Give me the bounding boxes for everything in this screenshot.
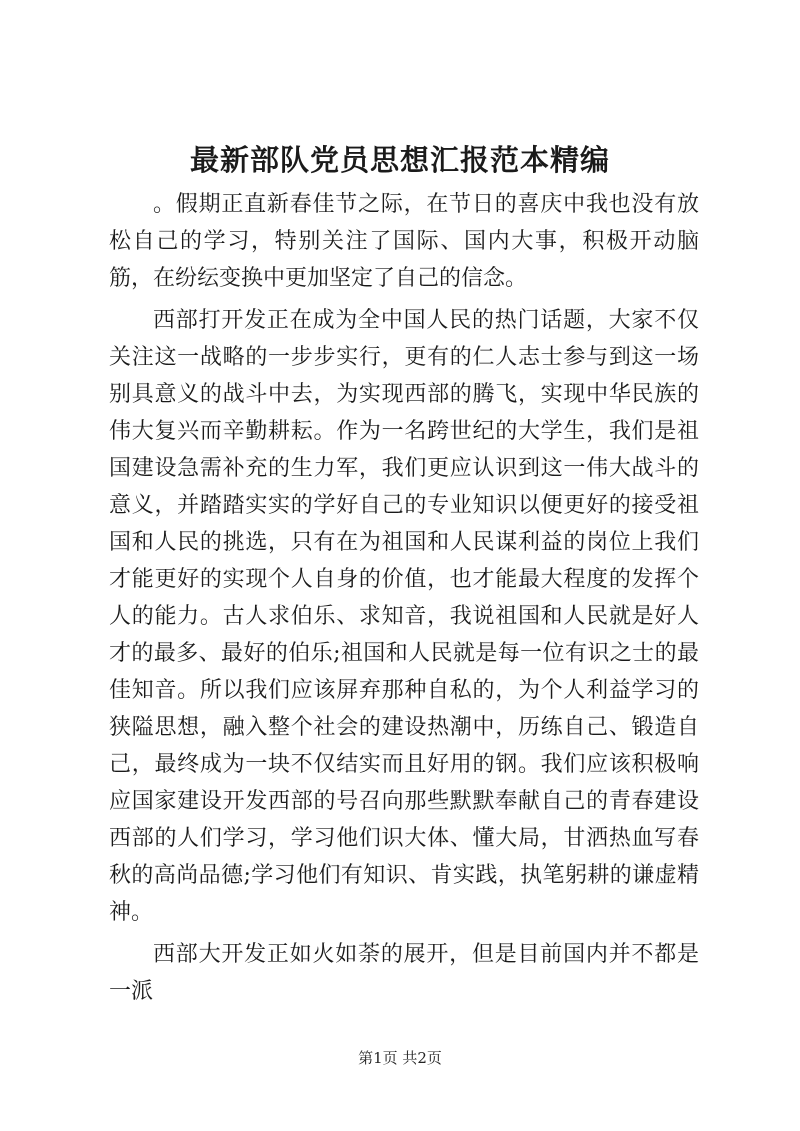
document-title: 最新部队党员思想汇报范本精编 (189, 143, 610, 177)
paragraph-1: 。假期正直新春佳节之际，在节日的喜庆中我也没有放松自己的学习，特别关注了国际、国内大事，积极开动脑筋，在纷纭变换中更加坚定了自己的信念。 (109, 192, 699, 291)
page-number-footer: 第1页 共2页 (358, 1049, 442, 1067)
paragraph-2: 西部打开发正在成为全中国人民的热门话题，大家不仅关注这一战略的一步步实行，更有的仁人志士参与到这一场别具意义的战斗中去，为实现西部的腾飞，实现中华民族的伟大复兴而辛勤耕耘。作为一名跨世纪的大学生，我们是祖国建设急需补充的生力军，我们更应认识到这一伟大战斗的意义，并踏踏实实的学好自己的专业知识以便更好的接受祖国和人民的挑选，只有在为祖国和人民谋利益的岗位上我们才能更好的实现个人自身的价值，也才能最大程度的发挥个人的能力。古人求伯乐、求知音，我说祖国和人民就是好人才的最多、最好的伯乐;祖国和人民就是每一位有识之士的最佳知音。所以我们应该屏弃那种自私的，为个人利益学习的狭隘思想，融入整个社会的建设热潮中，历练自己、锻造自己，最终成为一块不仅结实而且好用的钢。我们应该积极响应国家建设开发西部的号召向那些默默奉献自己的青春建设西部的人们学习，学习他们识大体、懂大局，甘洒热血写春秋的高尚品德;学习他们有知识、肯实践，执笔躬耕的谦虚精神。 (109, 308, 699, 925)
document-body (109, 186, 699, 1015)
paragraph-3: 西部大开发正如火如荼的展开，但是目前国内并不都是一派 (109, 942, 699, 1004)
